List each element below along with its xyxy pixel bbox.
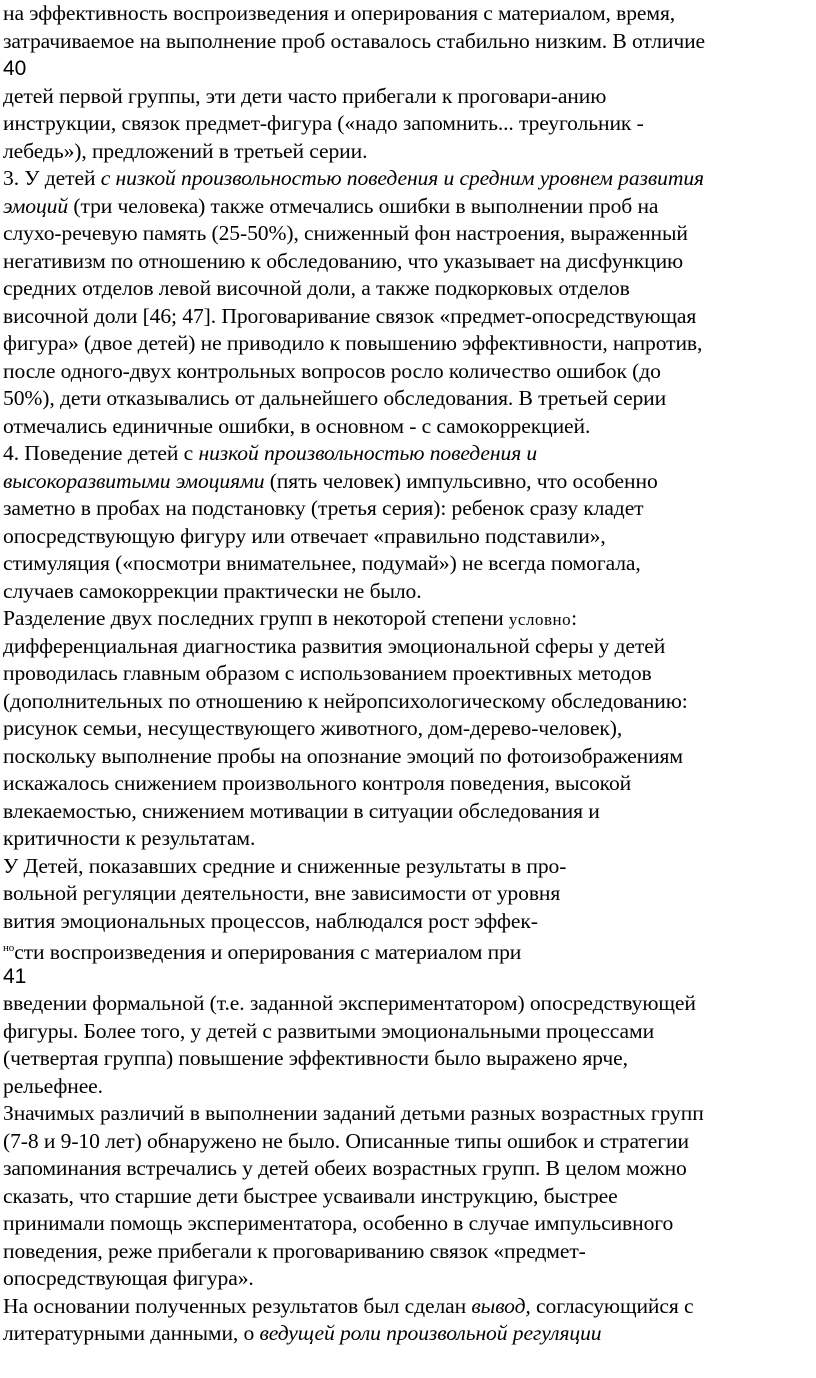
text-line: после одного-двух контрольных вопросов росло количество ошибок (до <box>3 358 661 383</box>
text-line: височной доли [46; 47]. Проговаривание связок «предмет-опосредствующая <box>3 303 697 328</box>
text-line: запоминания встречались у детей обеих возрастных групп. В целом можно <box>3 1156 687 1180</box>
text-line: Значимых различий в выполнении заданий детьми разных возрастных групп <box>3 1101 704 1125</box>
text-line: введении формальной (т.е. заданной экспериментатором) опосредствующей <box>3 991 696 1015</box>
text-line: (четвертая группа) повышение эффективности было выражено ярче, <box>3 1046 628 1070</box>
text-line: фигуры. Более того, у детей с развитыми эмоциональными процессами <box>3 1018 655 1043</box>
page-number: 41 <box>3 964 27 988</box>
text-line: вития эмоциональных процессов, наблюдался рост эффек- <box>3 908 538 933</box>
text-line <box>3 165 812 193</box>
text-run: (пять человек) импульсивно, что особенно <box>264 468 658 493</box>
text-run: 3. У детей <box>3 166 101 190</box>
italic-text: вывод, <box>471 1293 531 1318</box>
text-line: поскольку выполнение пробы на опознание эмоций по фотоизображениям <box>3 743 683 768</box>
text-line: поведения, реже прибегали к проговариванию связок «предмет- <box>3 1238 586 1263</box>
text-line: вольной регуляции деятельности, вне зависимости от уровня <box>3 881 561 905</box>
text-line <box>3 935 812 963</box>
text-line: негативизм по отношению к обследованию, что указывает на дисфункцию <box>3 248 684 273</box>
text-run: 4. Поведение детей с <box>3 441 199 465</box>
text-run: согласующийся с <box>530 1293 694 1318</box>
small-caps-text: условно <box>508 610 572 629</box>
text-line: проводилась главным образом с использованием проективных методов <box>3 661 652 685</box>
text-line <box>3 440 812 468</box>
text-line: затрачиваемое на выполнение проб оставалось стабильно низким. В отличие <box>3 28 706 53</box>
text-line: сказать, что старшие дети быстрее усваивали инструкцию, быстрее <box>3 1183 618 1208</box>
text-run: сти воспроизведения и оперирования с материалом при <box>14 940 522 964</box>
text-line: (7-8 и 9-10 лет) обнаружено не было. Описанные типы ошибок и стратегии <box>3 1128 689 1153</box>
superscript-text: но <box>3 942 15 954</box>
text-line: опосредствующая фигура». <box>3 1266 254 1290</box>
text-line: фигура» (двое детей) не приводило к повышению эффективности, напротив, <box>3 331 703 355</box>
text-line: (дополнительных по отношению к нейропсихологическому обследованию: <box>3 688 688 713</box>
text-run: Разделение двух последних групп в некоторой степени <box>3 606 509 630</box>
text-run: : <box>571 606 577 630</box>
text-run: литературными данными, о <box>3 1321 260 1345</box>
italic-text: ведущей роли произвольной регуляции <box>259 1321 602 1345</box>
italic-text: с низкой произвольностью поведения и средним уровнем развития <box>100 166 704 190</box>
text-line: дифференциальная диагностика развития эмоциональной сферы у детей <box>3 633 666 658</box>
text-line <box>3 1293 812 1321</box>
text-line: У Детей, показавших средние и сниженные результаты в про- <box>3 853 567 878</box>
text-line <box>3 605 812 633</box>
text-line: стимуляция («посмотри внимательнее, подумай») не всегда помогала, <box>3 551 641 575</box>
text-line: влекаемостью, снижением мотивации в ситуации обследования и <box>3 798 600 823</box>
text-line: 50%), дети отказывались от дальнейшего обследования. В третьей серии <box>3 386 667 410</box>
text-line <box>3 1320 812 1348</box>
text-line: на эффективность воспроизведения и оперирования с материалом, время, <box>3 1 676 25</box>
text-line: инструкции, связок предмет-фигура («надо запомнить... треугольник - <box>3 111 644 135</box>
text-run: (три человека) также отмечались ошибки в выполнении проб на <box>68 193 659 218</box>
text-run: На основании полученных результатов был сделан <box>3 1293 472 1318</box>
text-line <box>3 468 812 496</box>
text-line: детей первой группы, эти дети часто прибегали к проговари-анию <box>3 83 607 108</box>
text-line: заметно в пробах на подстановку (третья серия): ребенок сразу кладет <box>3 496 644 520</box>
text-line: отмечались единичные ошибки, в основном - с самокоррекцией. <box>3 413 591 438</box>
text-line: лебедь»), предложений в третьей серии. <box>3 138 368 163</box>
text-line: критичности к результатам. <box>3 826 256 850</box>
text-line: слухо-речевую память (25-50%), сниженный фон настроения, выраженный <box>3 221 688 245</box>
italic-text: высокоразвитыми эмоциями <box>3 468 265 493</box>
text-line: искажалось снижением произвольного контроля поведения, высокой <box>3 771 632 795</box>
text-line <box>3 193 812 221</box>
page-number: 40 <box>3 57 27 80</box>
text-line: рельефнее. <box>3 1073 103 1098</box>
text-line: рисунок семьи, несуществующего животного, дом-дерево-человек), <box>3 716 623 740</box>
italic-text: эмоций <box>3 193 69 218</box>
text-line: случаев самокоррекции практически не было. <box>3 578 422 603</box>
text-line: опосредствующую фигуру или отвечает «правильно подставили», <box>3 523 606 548</box>
text-line: средних отделов левой височной доли, а также подкорковых отделов <box>3 276 630 300</box>
text-line: принимали помощь экспериментатора, особенно в случае импульсивного <box>3 1211 674 1235</box>
italic-text: низкой произвольностью поведения и <box>198 441 538 465</box>
